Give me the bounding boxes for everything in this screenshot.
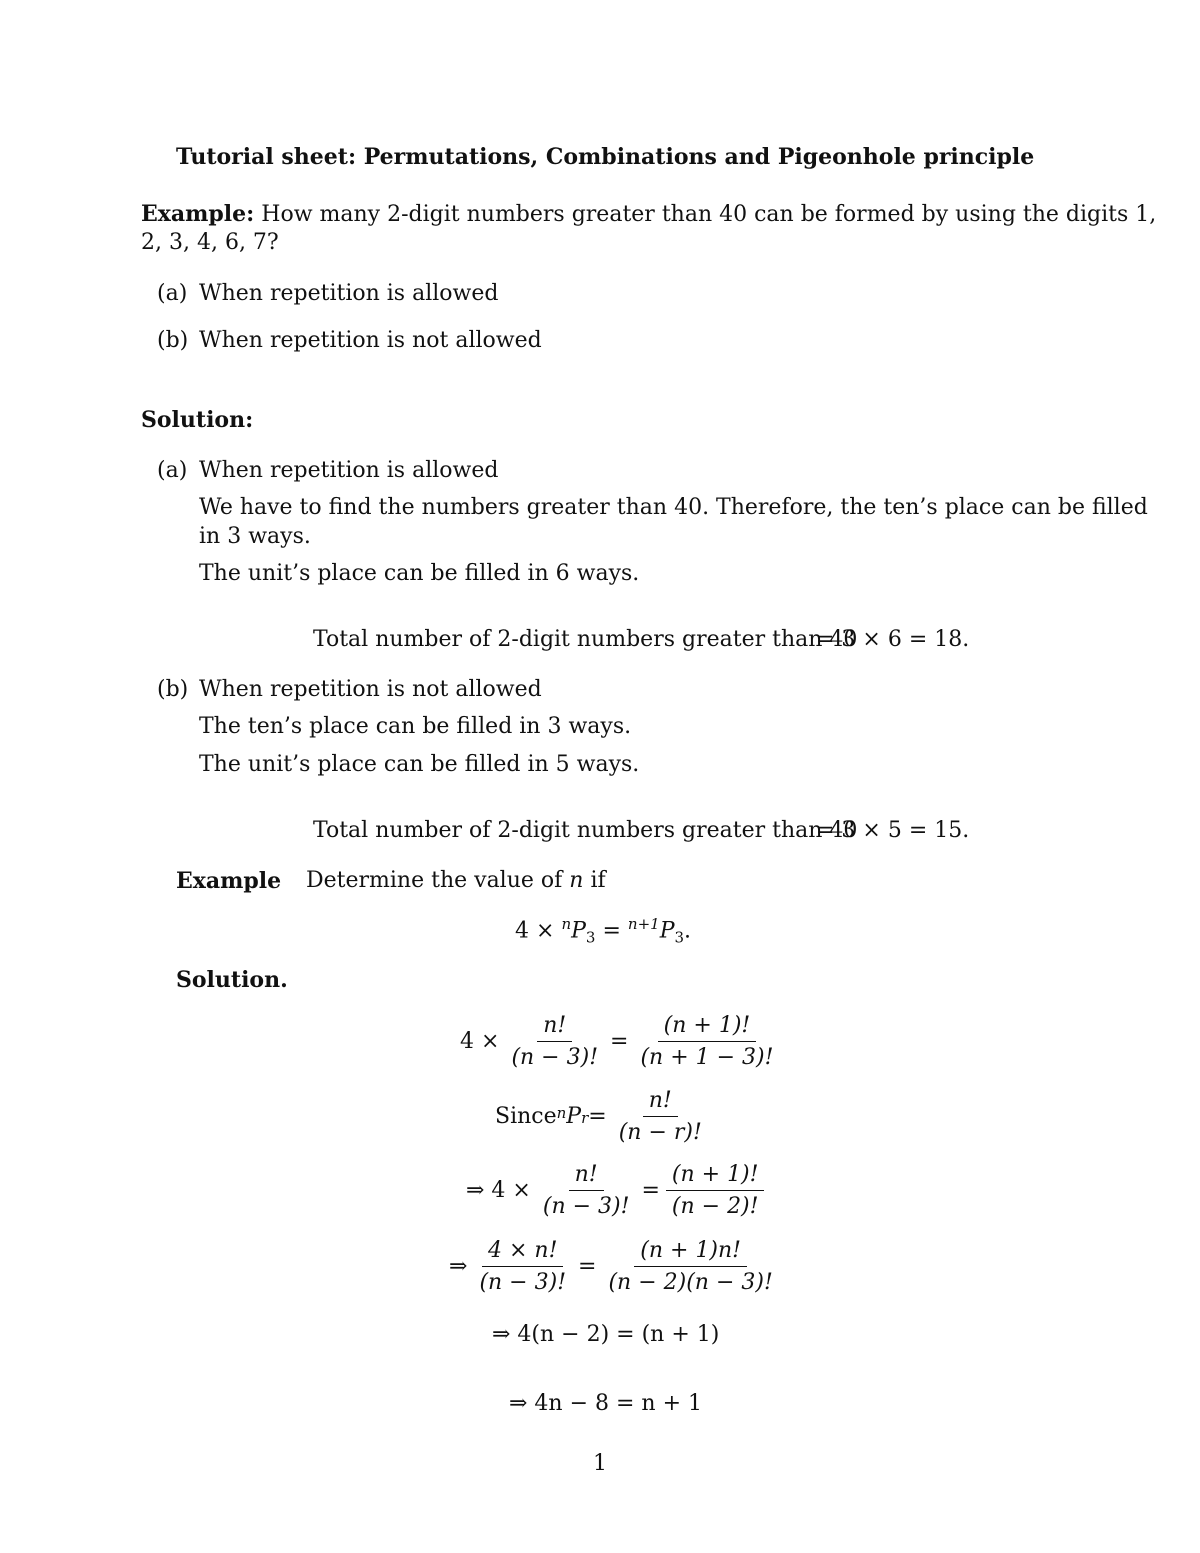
step1-num2: (n + 1)! [658,1013,757,1042]
solution2-step2 [495,1088,714,1145]
page-title: Tutorial sheet: Permutations, Combinations and Pigeonhole principle [176,144,1035,170]
solution1-a-line2: in 3 ways. [199,524,311,549]
step1-fraction-left [505,1013,604,1070]
step4-num2: (n + 1)n! [634,1238,747,1267]
example2-label: Example [176,868,282,894]
step4-den1: (n − 3)! [479,1270,567,1295]
example1-item-b-text: When repetition is not allowed [199,328,542,353]
step4-arrow: ⇒ [449,1254,468,1279]
example2-text [306,868,606,893]
example1-text2: 2, 3, 4, 6, 7? [141,230,279,255]
step2-eq: = [588,1104,607,1129]
example2-text-pre: Determine the value of [306,868,570,893]
eq-lhs-p: P [571,918,586,944]
step2-den: (n − r)! [618,1120,702,1145]
example1-label: Example: [141,201,255,227]
example1-text1: How many 2-digit numbers greater than 40 can be formed by using the digits 1, [261,202,1157,227]
eq-rhs-sup: n+1 [627,915,660,933]
solution2-step5: ⇒ 4(n − 2) = (n + 1) [492,1322,720,1347]
eq-lhs-sup: n [561,915,572,933]
solution2-step6: ⇒ 4n − 8 = n + 1 [509,1391,703,1416]
solution1-b-heading: When repetition is not allowed [199,677,542,702]
solution1-b-total-label: Total number of 2-digit numbers greater than 40 [313,818,858,843]
solution1-a-total-label: Total number of 2-digit numbers greater than 40 [313,627,858,652]
solution2-label: Solution. [176,967,288,993]
solution2-step3 [466,1162,770,1219]
eq-rhs-p: P [659,918,675,944]
solution1-b-line2: The unit’s place can be filled in 5 ways. [199,752,640,777]
step2-p: P [566,1104,582,1129]
solution1-b-marker: (b) [157,677,189,702]
step2-pre: Since [495,1104,557,1129]
solution2-step1 [460,1013,785,1070]
eq-end: . [684,918,692,944]
step1-den1: (n − 3)! [511,1045,599,1070]
example1-item-a-text: When repetition is allowed [199,281,499,306]
example2-text-post: if [583,868,606,893]
example1-line1 [141,201,1156,227]
step4-den2: (n − 2)(n − 3)! [608,1270,773,1295]
step1-coef: 4 × [460,1029,500,1054]
eq-rhs-sub: 3 [674,928,685,947]
step3-den2: (n − 2)! [671,1194,759,1219]
solution1-b-line1: The ten’s place can be filled in 3 ways. [199,714,632,739]
step3-eq: = [641,1178,660,1203]
example1-item-a-marker: (a) [157,281,188,306]
solution1-b-total-value: = 3 × 5 = 15. [816,818,970,843]
solution1-a-line1: We have to find the numbers greater than 40. Therefore, the ten’s place can be filled [199,495,1148,520]
solution1-a-total-value: = 3 × 6 = 18. [816,627,970,652]
step2-sup: n [556,1104,567,1122]
step1-eq: = [610,1029,629,1054]
step2-num: n! [643,1088,678,1117]
page-number: 1 [593,1451,607,1476]
solution1-a-line3: The unit’s place can be filled in 6 ways. [199,561,640,586]
eq-lhs-sub: 3 [585,928,596,947]
step4-fraction-left [473,1238,572,1295]
eq-lhs-coef: 4 × [515,918,555,944]
step3-fraction-right [666,1162,765,1219]
example2-text-var: n [569,868,584,893]
step2-fraction [613,1088,708,1145]
step1-fraction-right [634,1013,779,1070]
step3-num2: (n + 1)! [666,1162,765,1191]
eq-equals: = [602,918,621,944]
solution1-a-marker: (a) [157,458,188,483]
step4-fraction-right [602,1238,778,1295]
solution1-a-heading: When repetition is allowed [199,458,499,483]
solution1-label: Solution: [141,407,254,433]
step3-num1: n! [569,1162,604,1191]
step2-sub: r [581,1109,589,1127]
step3-fraction-left [537,1162,636,1219]
example2-equation [515,915,691,947]
step3-coef: ⇒ 4 × [466,1178,531,1203]
example1-item-b-marker: (b) [157,328,189,353]
step1-den2: (n + 1 − 3)! [640,1045,774,1070]
step4-num1: 4 × n! [482,1238,563,1267]
step1-num1: n! [537,1013,572,1042]
solution2-step4 [449,1238,785,1295]
step3-den1: (n − 3)! [542,1194,630,1219]
step4-eq: = [578,1254,597,1279]
